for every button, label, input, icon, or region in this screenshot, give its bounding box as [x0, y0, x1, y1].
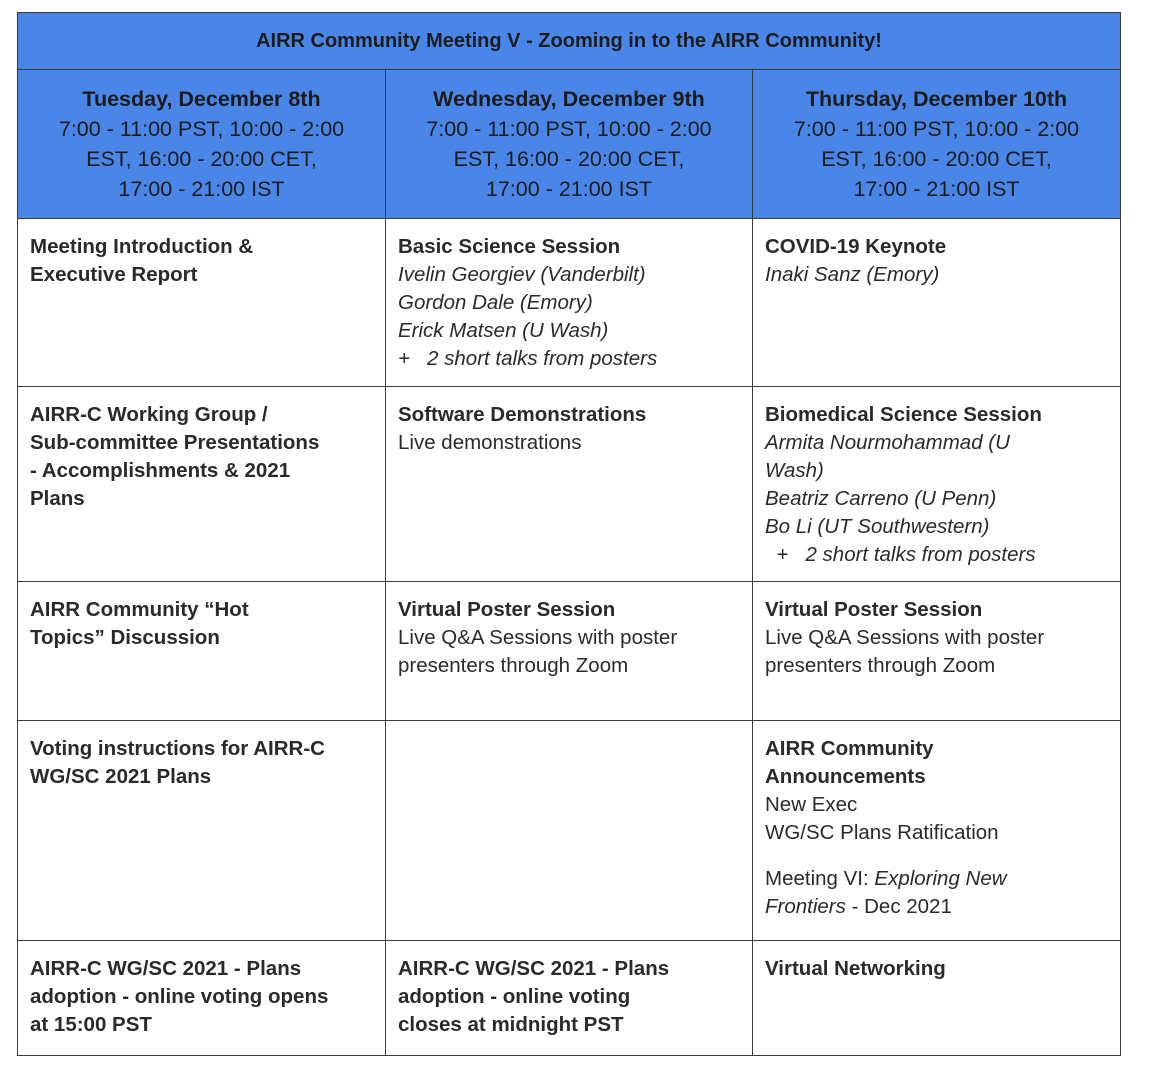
day-header-wednesday [386, 70, 753, 219]
session-cell [753, 387, 1121, 582]
day-time-line: 7:00 - 11:00 PST, 10:00 - 2:00 [58, 117, 345, 141]
day-name: Wednesday, December 9th [433, 87, 705, 111]
session-description: New Exec [765, 793, 858, 816]
schedule-title: AIRR Community Meeting V - Zooming in to the AIRR Community! [18, 13, 1121, 70]
spacer [765, 847, 1108, 865]
day-time-line: 7:00 - 11:00 PST, 10:00 - 2:00 [426, 117, 712, 141]
speaker: Armita Nourmohammad (U [765, 431, 1010, 454]
next-meeting-title: Exploring New [874, 867, 1007, 890]
next-meeting-line [765, 865, 1108, 893]
empty-session-cell [386, 721, 753, 941]
session-heading: Plans [30, 487, 85, 510]
session-cell [753, 582, 1121, 721]
session-heading: Sub-committee Presentations [30, 431, 320, 454]
session-heading: Topics” Discussion [30, 626, 220, 649]
next-meeting-date: - Dec 2021 [845, 895, 952, 918]
session-heading: - Accomplishments & 2021 [30, 459, 291, 482]
session-heading: closes at midnight PST [398, 1013, 624, 1036]
day-header-row [18, 70, 1121, 219]
session-heading: Virtual Poster Session [398, 598, 616, 621]
meeting-schedule-table [17, 12, 1121, 1056]
next-meeting-title: Frontiers [765, 895, 846, 918]
schedule-row [18, 219, 1121, 387]
session-heading: Announcements [765, 765, 926, 788]
session-cell [753, 941, 1121, 1056]
session-heading: adoption - online voting [398, 985, 631, 1008]
next-meeting-line [765, 893, 1108, 921]
session-description: presenters through Zoom [398, 654, 629, 677]
speaker: + 2 short talks from posters [398, 347, 658, 370]
day-time-line: 17:00 - 21:00 IST [118, 177, 285, 201]
day-time-line: 17:00 - 21:00 IST [853, 177, 1020, 201]
session-heading: AIRR-C WG/SC 2021 - Plans [30, 957, 302, 980]
session-heading: AIRR Community “Hot [30, 598, 249, 621]
day-header-thursday [753, 70, 1121, 219]
day-time-line: EST, 16:00 - 20:00 CET, [821, 147, 1052, 171]
session-description: presenters through Zoom [765, 654, 996, 677]
schedule-row [18, 721, 1121, 941]
session-description: WG/SC Plans Ratification [765, 821, 999, 844]
session-cell [18, 941, 386, 1056]
speaker: + 2 short talks from posters [765, 543, 1036, 566]
speaker: Wash) [765, 459, 824, 482]
schedule-row [18, 387, 1121, 582]
session-heading: AIRR-C WG/SC 2021 - Plans [398, 957, 670, 980]
session-heading: Meeting Introduction & [30, 235, 254, 258]
session-cell [753, 219, 1121, 387]
session-heading: WG/SC 2021 Plans [30, 765, 212, 788]
next-meeting-prefix: Meeting VI: [765, 867, 875, 890]
session-heading: Voting instructions for AIRR-C [30, 737, 325, 760]
session-heading: at 15:00 PST [30, 1013, 152, 1036]
session-cell [18, 721, 386, 941]
day-time-line: EST, 16:00 - 20:00 CET, [453, 147, 685, 171]
session-cell [386, 219, 753, 387]
title-row [18, 13, 1121, 70]
day-name: Tuesday, December 8th [82, 87, 321, 111]
speaker: Gordon Dale (Emory) [398, 291, 593, 314]
session-cell [18, 387, 386, 582]
session-heading: Software Demonstrations [398, 403, 647, 426]
session-heading: Executive Report [30, 263, 198, 286]
speaker: Bo Li (UT Southwestern) [765, 515, 990, 538]
session-heading: Virtual Networking [765, 957, 946, 980]
session-cell [18, 219, 386, 387]
session-heading: Biomedical Science Session [765, 403, 1042, 426]
session-heading: Basic Science Session [398, 235, 621, 258]
speaker: Erick Matsen (U Wash) [398, 319, 609, 342]
schedule-row [18, 941, 1121, 1056]
session-heading: AIRR Community [765, 737, 934, 760]
schedule-row [18, 582, 1121, 721]
session-description: Live Q&A Sessions with poster [398, 626, 678, 649]
session-heading: AIRR-C Working Group / [30, 403, 268, 426]
speaker: Ivelin Georgiev (Vanderbilt) [398, 263, 646, 286]
session-heading: adoption - online voting opens [30, 985, 329, 1008]
speaker: Beatriz Carreno (U Penn) [765, 487, 997, 510]
day-time-line: 7:00 - 11:00 PST, 10:00 - 2:00 [793, 117, 1080, 141]
session-cell [386, 387, 753, 582]
session-heading: COVID-19 Keynote [765, 235, 947, 258]
session-description: Live demonstrations [398, 431, 582, 454]
day-time-line: 17:00 - 21:00 IST [485, 177, 653, 201]
session-heading: Virtual Poster Session [765, 598, 983, 621]
speaker: Inaki Sanz (Emory) [765, 263, 940, 286]
session-cell [386, 941, 753, 1056]
day-name: Thursday, December 10th [805, 87, 1068, 111]
session-cell [753, 721, 1121, 941]
session-cell [386, 582, 753, 721]
session-description: Live Q&A Sessions with poster [765, 626, 1045, 649]
day-header-tuesday [18, 70, 386, 219]
session-cell [18, 582, 386, 721]
day-time-line: EST, 16:00 - 20:00 CET, [86, 147, 317, 171]
